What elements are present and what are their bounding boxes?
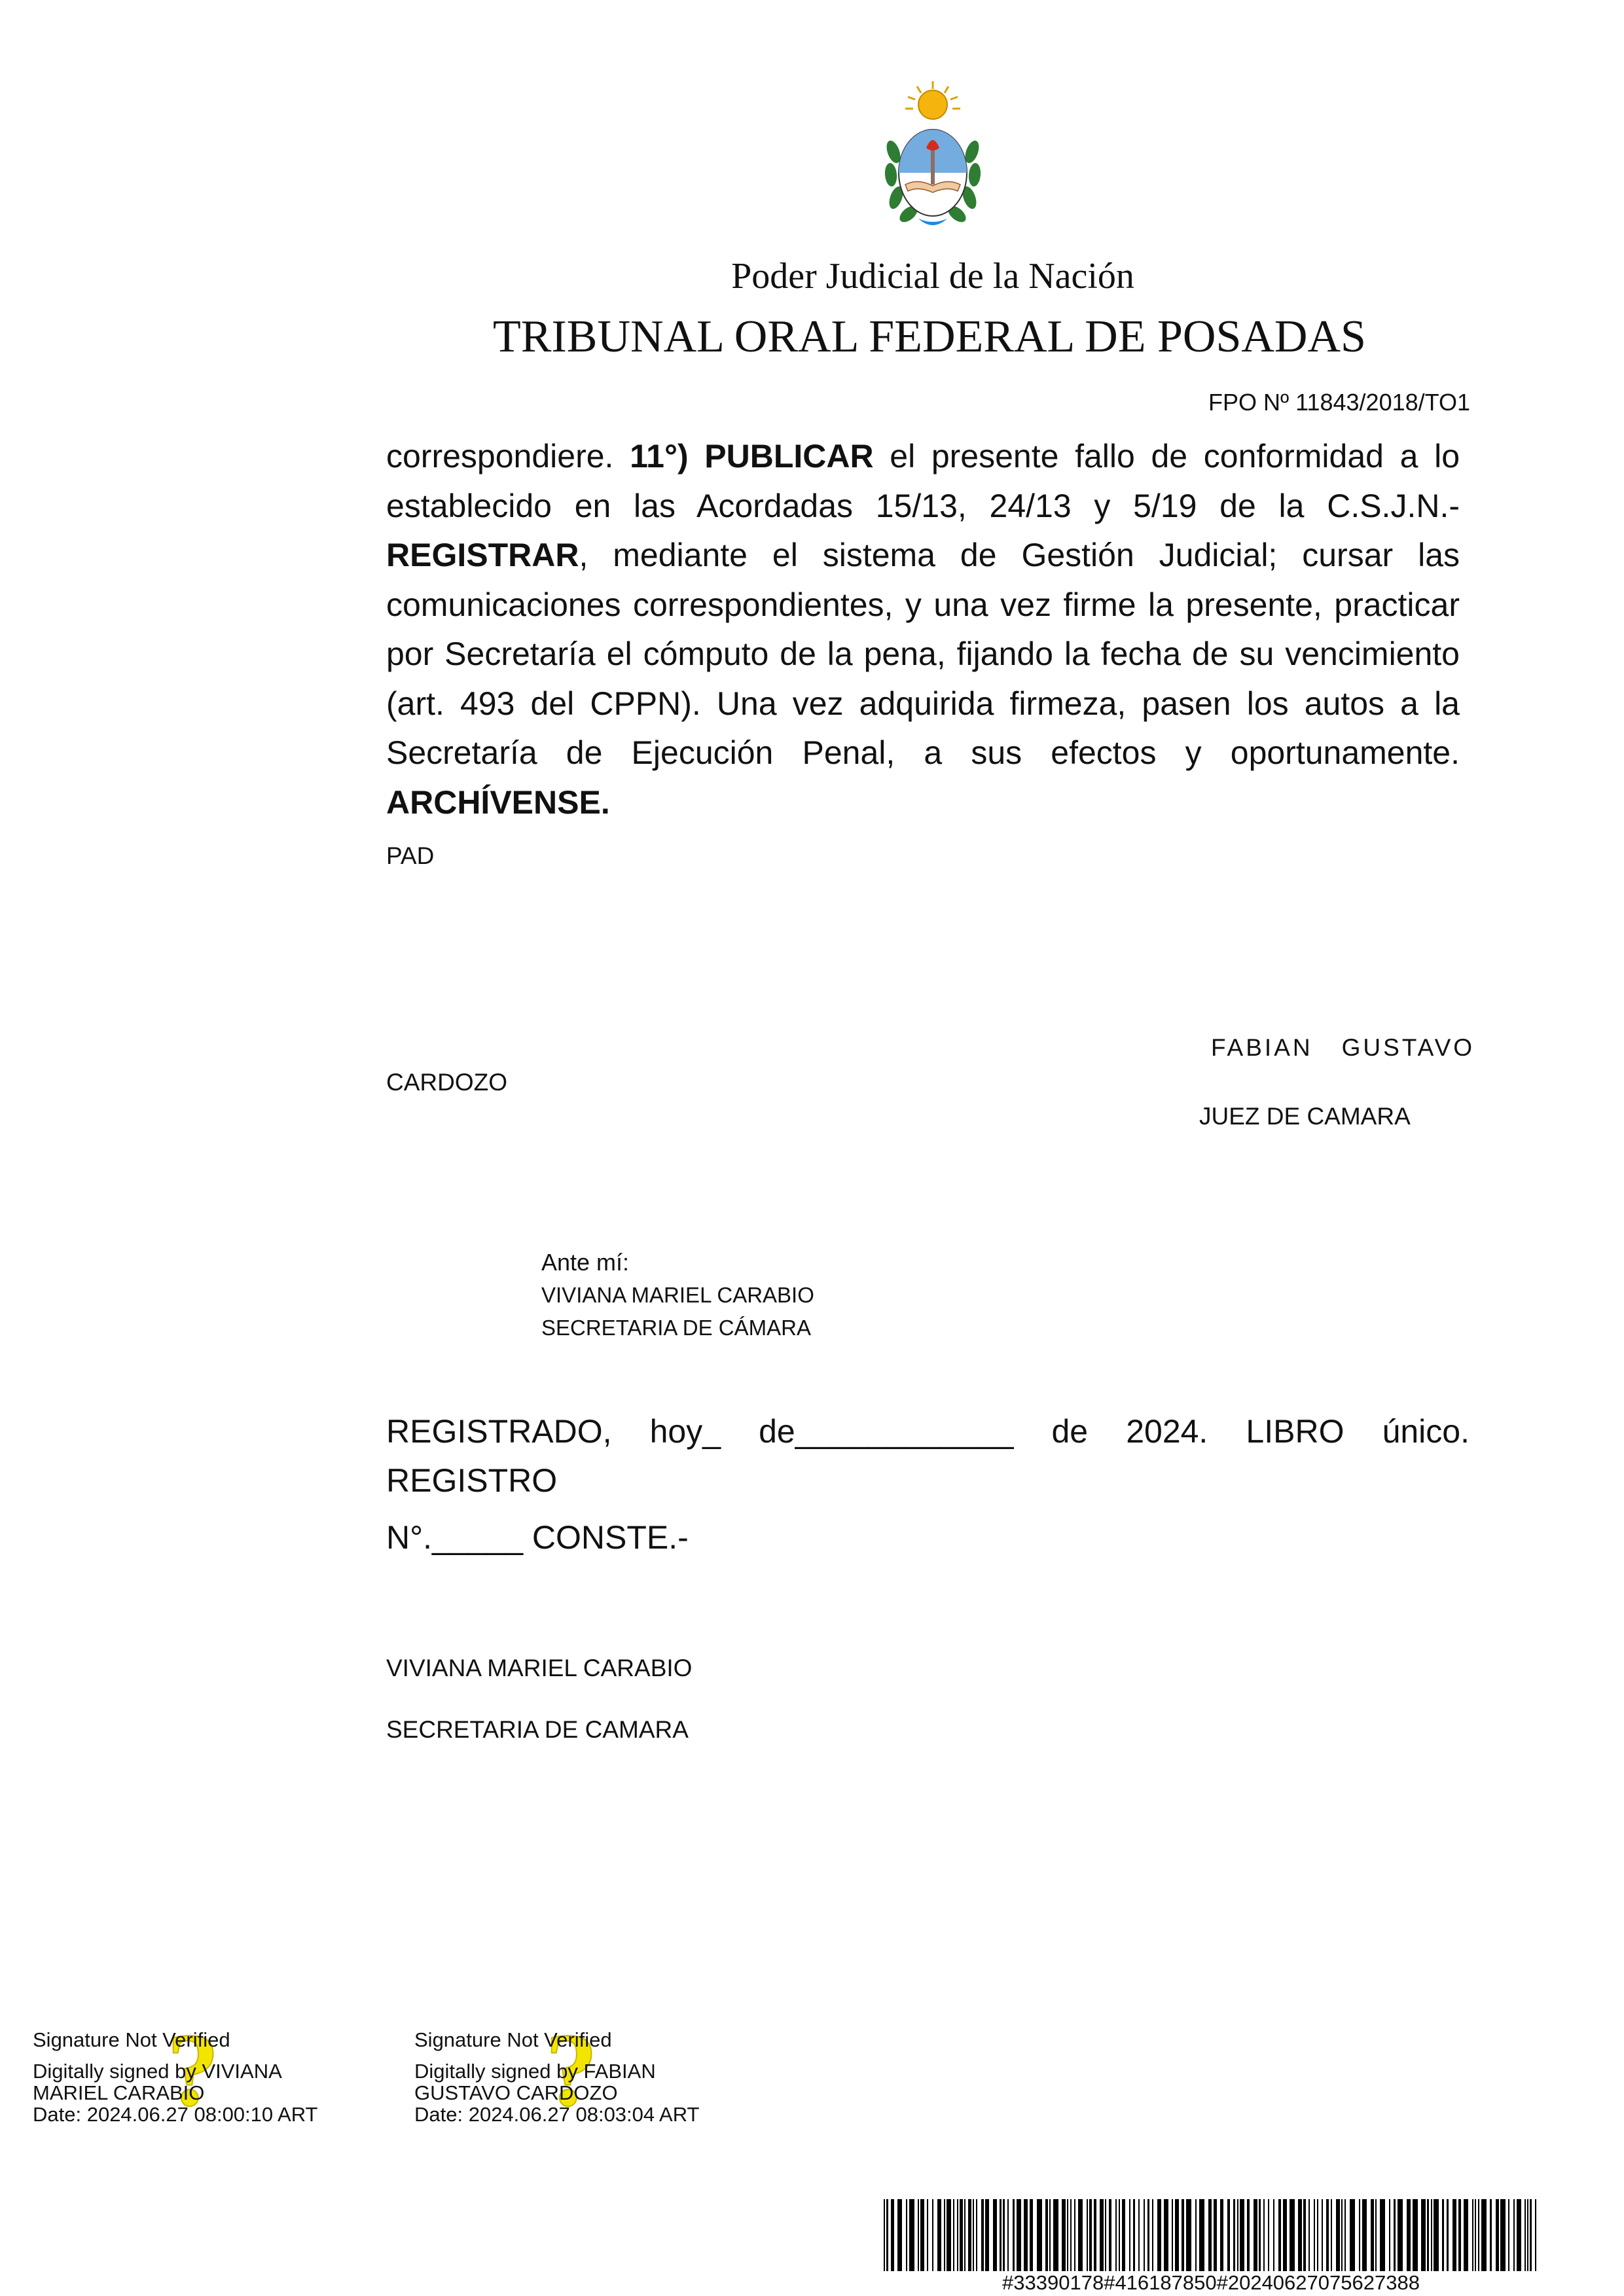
barcode-bar bbox=[1389, 2199, 1390, 2271]
barcode-bar bbox=[1371, 2199, 1374, 2271]
registration-number-line: N°._____ CONSTE.- bbox=[386, 1519, 689, 1556]
barcode-bar bbox=[1407, 2199, 1411, 2271]
unverified-question-icon: ? bbox=[545, 2011, 598, 2128]
barcode-bar bbox=[1273, 2199, 1274, 2271]
barcode-bar bbox=[1199, 2199, 1204, 2271]
unverified-question-icon: ? bbox=[167, 2011, 219, 2128]
judge-first-name: FABIAN bbox=[1211, 1034, 1313, 1061]
judge-title: JUEZ DE CAMARA bbox=[1199, 1103, 1411, 1130]
barcode-bar bbox=[1475, 2199, 1476, 2271]
barcode-bar bbox=[932, 2199, 933, 2271]
tribunal-name: TRIBUNAL ORAL FEDERAL DE POSADAS bbox=[493, 312, 1366, 362]
barcode-bar bbox=[1109, 2199, 1111, 2271]
ante-block bbox=[541, 1246, 814, 1344]
barcode-bar bbox=[1458, 2199, 1461, 2271]
barcode-bar bbox=[1227, 2199, 1230, 2271]
barcode-bar bbox=[1152, 2199, 1153, 2271]
barcode-bar bbox=[960, 2199, 963, 2271]
barcode-bar bbox=[1350, 2199, 1355, 2271]
ante-name: VIVIANA MARIEL CARABIO bbox=[541, 1283, 814, 1307]
signed-by: Digitally signed by VIVIANA bbox=[33, 2060, 282, 2083]
pad-initials: PAD bbox=[386, 842, 435, 869]
judge-last-name: CARDOZO bbox=[386, 1069, 507, 1096]
barcode-bar bbox=[1398, 2199, 1403, 2271]
barcode-bar bbox=[1045, 2199, 1048, 2271]
barcode-bar bbox=[1237, 2199, 1238, 2271]
barcode-bar bbox=[1427, 2199, 1429, 2271]
barcode-bar bbox=[1024, 2199, 1028, 2271]
barcode-bar bbox=[1122, 2199, 1125, 2271]
barcode-bar bbox=[1078, 2199, 1083, 2271]
signed-by-cont: GUSTAVO CARDOZO bbox=[414, 2081, 618, 2104]
barcode-bar bbox=[1013, 2199, 1015, 2271]
barcode-bar bbox=[884, 2199, 885, 2271]
barcode-bar bbox=[1283, 2199, 1287, 2271]
barcode-bar bbox=[1303, 2199, 1306, 2271]
sun-icon bbox=[905, 81, 960, 119]
ante-title: SECRETARIA DE CÁMARA bbox=[541, 1316, 811, 1340]
signed-by-cont: MARIEL CARABIO bbox=[33, 2081, 205, 2104]
barcode-bar bbox=[1129, 2199, 1130, 2271]
barcode-bar bbox=[1326, 2199, 1329, 2271]
barcode-bar bbox=[1195, 2199, 1197, 2271]
publicar-heading: 11°) PUBLICAR bbox=[630, 438, 874, 475]
barcode-bar bbox=[1172, 2199, 1173, 2271]
barcode-bar bbox=[1119, 2199, 1120, 2271]
barcode-bar bbox=[1254, 2199, 1257, 2271]
barcode-bar bbox=[1434, 2199, 1439, 2271]
barcode-bar bbox=[1431, 2199, 1432, 2271]
barcode-bar bbox=[1453, 2199, 1456, 2271]
barcode-bar bbox=[1157, 2199, 1161, 2271]
barcode-bar bbox=[985, 2199, 989, 2271]
ante-label: Ante mí: bbox=[541, 1249, 630, 1276]
barcode-bar bbox=[1508, 2199, 1509, 2271]
digital-signature-block bbox=[414, 2011, 700, 2128]
barcode-bar bbox=[1144, 2199, 1145, 2271]
barcode-bar bbox=[1003, 2199, 1005, 2271]
signed-by: Digitally signed by FABIAN bbox=[414, 2060, 656, 2083]
barcode-bar bbox=[1233, 2199, 1235, 2271]
barcode-bar bbox=[906, 2199, 907, 2271]
ruling-paragraph bbox=[386, 432, 1460, 827]
barcode-bar bbox=[1478, 2199, 1479, 2271]
ruling-text: el presente fallo de conformidad a lo establecido en las Acordadas 15/13, 24/13 y 5/19 de la C.S.J.N.- bbox=[386, 438, 1460, 524]
barcode-bar bbox=[1074, 2199, 1075, 2271]
barcode-bar bbox=[1049, 2199, 1051, 2271]
barcode-bar bbox=[1030, 2199, 1033, 2271]
barcode-bar bbox=[1513, 2199, 1515, 2271]
barcode-bar bbox=[1133, 2199, 1135, 2271]
barcode-bar bbox=[1147, 2199, 1149, 2271]
barcode-bar bbox=[976, 2199, 977, 2271]
registration-label: REGISTRO bbox=[386, 1462, 558, 1499]
barcode-bar bbox=[1413, 2199, 1418, 2271]
barcode-bar bbox=[1067, 2199, 1068, 2271]
barcode-bar bbox=[1500, 2199, 1506, 2271]
signature-status: Signature Not Verified bbox=[414, 2028, 612, 2051]
barcode-bar bbox=[1087, 2199, 1088, 2271]
barcode-bar bbox=[1496, 2199, 1499, 2271]
barcode-bar bbox=[1442, 2199, 1444, 2271]
barcode-bar bbox=[1278, 2199, 1281, 2271]
barcode-bar bbox=[1263, 2199, 1265, 2271]
judge-middle-name: GUSTAVO bbox=[1341, 1034, 1475, 1061]
coat-of-arms-emblem bbox=[879, 80, 986, 232]
court-name: Poder Judicial de la Nación bbox=[731, 256, 1134, 296]
signature-date: Date: 2024.06.27 08:00:10 ART bbox=[33, 2103, 318, 2126]
barcode-bar bbox=[1530, 2199, 1532, 2271]
barcode-bar bbox=[1359, 2199, 1360, 2271]
barcode-bar bbox=[1100, 2199, 1104, 2271]
barcode-bar bbox=[1053, 2199, 1058, 2271]
barcode-bar bbox=[1527, 2199, 1528, 2271]
barcode-bar bbox=[1089, 2199, 1092, 2271]
barcode-bar bbox=[1214, 2199, 1217, 2271]
barcode-bar bbox=[891, 2199, 894, 2271]
barcode-bar bbox=[937, 2199, 941, 2271]
barcode-bar bbox=[1394, 2199, 1396, 2271]
barcode-bar bbox=[947, 2199, 951, 2271]
barcode-bar bbox=[1268, 2199, 1269, 2271]
barcode-bar bbox=[1317, 2199, 1318, 2271]
barcode-bar bbox=[1341, 2199, 1343, 2271]
barcode-bar bbox=[1000, 2199, 1001, 2271]
barcode-bar bbox=[1062, 2199, 1066, 2271]
barcode-bar bbox=[964, 2199, 965, 2271]
barcode-bar bbox=[918, 2199, 919, 2271]
barcode-bar bbox=[1464, 2199, 1468, 2271]
barcode-bar bbox=[1208, 2199, 1212, 2271]
barcode-bar bbox=[1175, 2199, 1179, 2271]
barcode-bar bbox=[1105, 2199, 1106, 2271]
barcode-bar bbox=[1344, 2199, 1346, 2271]
barcode-bar bbox=[1490, 2199, 1492, 2271]
barcode-bar bbox=[953, 2199, 954, 2271]
barcode-bar bbox=[1447, 2199, 1449, 2271]
barcode-bar bbox=[1535, 2199, 1536, 2271]
barcode-bar bbox=[1164, 2199, 1168, 2271]
ruling-text: , mediante el sistema de Gestión Judicial; cursar las comunicaciones correspondientes, y una vez firme la presente, practicar por Secretaría el cómputo de la pena, fijando la fecha de su vencimiento (art. 493 del CPPN). Una vez adquirida firmeza, pasen los autos a la Secretaría de Ejecución Penal, a sus efectos y oportunamente. bbox=[386, 537, 1460, 771]
secretary-name: VIVIANA MARIEL CARABIO bbox=[386, 1655, 693, 1681]
barcode-bar bbox=[1298, 2199, 1302, 2271]
barcode-bar bbox=[1481, 2199, 1487, 2271]
case-number: FPO Nº 11843/2018/TO1 bbox=[1208, 389, 1470, 416]
archivense-heading: ARCHÍVENSE. bbox=[386, 783, 610, 821]
barcode-bar bbox=[1421, 2199, 1426, 2271]
barcode-bar bbox=[1375, 2199, 1377, 2271]
barcode-bar bbox=[1115, 2199, 1117, 2271]
barcode-bar bbox=[909, 2199, 914, 2271]
barcode-bar bbox=[968, 2199, 971, 2271]
barcode-bar bbox=[1138, 2199, 1140, 2271]
barcode-bar bbox=[1331, 2199, 1332, 2271]
barcode-bar bbox=[1247, 2199, 1250, 2271]
signature-date: Date: 2024.06.27 08:03:04 ART bbox=[414, 2103, 700, 2126]
barcode-bar bbox=[1290, 2199, 1295, 2271]
barcode-bar bbox=[957, 2199, 958, 2271]
registration-block bbox=[386, 1407, 1470, 1505]
barcode-bar bbox=[1517, 2199, 1521, 2271]
barcode-bar bbox=[886, 2199, 888, 2271]
shield-icon bbox=[899, 130, 967, 216]
barcode-icon bbox=[884, 2199, 1538, 2271]
barcode-bar bbox=[1314, 2199, 1315, 2271]
barcode-bar bbox=[1186, 2199, 1191, 2271]
ruling-text: correspondiere. bbox=[386, 438, 630, 475]
barcode-bar bbox=[1362, 2199, 1367, 2271]
signature-status: Signature Not Verified bbox=[33, 2028, 230, 2051]
barcode-bar bbox=[973, 2199, 974, 2271]
barcode-bar bbox=[1037, 2199, 1042, 2271]
barcode-bar bbox=[1380, 2199, 1385, 2271]
registrar-heading: REGISTRAR bbox=[386, 537, 579, 573]
barcode-bar bbox=[927, 2199, 928, 2271]
barcode-bar bbox=[993, 2199, 997, 2271]
barcode-bar bbox=[1017, 2199, 1021, 2271]
barcode-bar bbox=[897, 2199, 902, 2271]
barcode-bar bbox=[920, 2199, 924, 2271]
registration-line: REGISTRADO, hoy_ de____________ de 2024. LIBRO único. bbox=[386, 1413, 1470, 1450]
barcode-bar bbox=[944, 2199, 945, 2271]
barcode-bar bbox=[1525, 2199, 1526, 2271]
barcode-number: #33390178#416187850#20240627075627388 bbox=[1002, 2271, 1420, 2294]
barcode-bar bbox=[1322, 2199, 1323, 2271]
barcode-bar bbox=[1182, 2199, 1184, 2271]
barcode-bar bbox=[1220, 2199, 1223, 2271]
barcode-bar bbox=[981, 2199, 984, 2271]
barcode-bar bbox=[1472, 2199, 1473, 2271]
barcode-bar bbox=[1336, 2199, 1340, 2271]
barcode-bar bbox=[1259, 2199, 1261, 2271]
barcode-bar bbox=[1070, 2199, 1072, 2271]
barcode-bar bbox=[1240, 2199, 1244, 2271]
digital-signature-block bbox=[33, 2011, 318, 2128]
barcode-bar bbox=[1007, 2199, 1009, 2271]
secretary-title: SECRETARIA DE CAMARA bbox=[386, 1716, 689, 1743]
barcode-bar bbox=[1094, 2199, 1096, 2271]
barcode-bar bbox=[1308, 2199, 1310, 2271]
judge-first-names bbox=[1211, 1034, 1475, 1062]
